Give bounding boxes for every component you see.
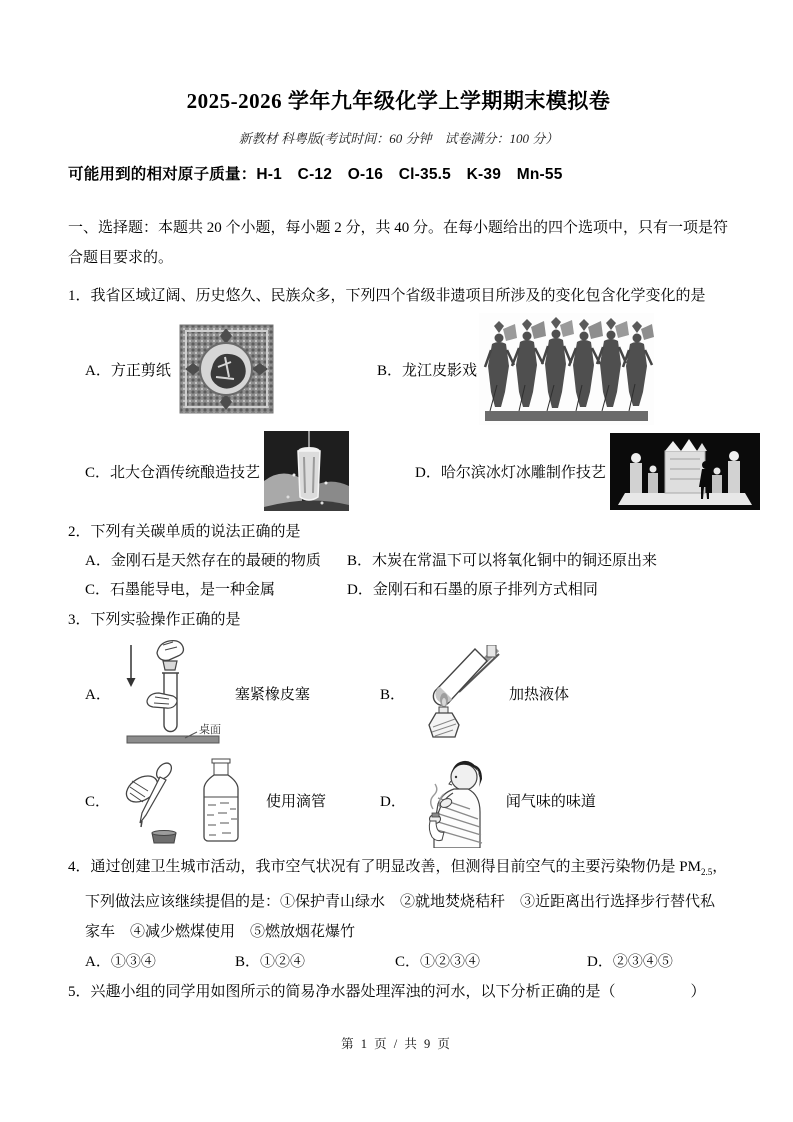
- q1-option-b: [377, 313, 654, 425]
- q1-option-b-label: B．龙江皮影戏: [377, 362, 478, 379]
- stopper-test-tube-figure: [111, 637, 229, 749]
- q3-option-b-label: B．: [380, 686, 406, 703]
- q1-option-c-label: C．北大仓酒传统酿造技艺: [85, 464, 261, 481]
- q3-options-row1: [85, 637, 729, 749]
- smelling-odor-figure: [408, 753, 496, 848]
- q2-options-row1: [85, 547, 729, 576]
- q2-options-row2: [85, 576, 729, 605]
- q4-stem-part2: ，下列做法应该继续提倡的是：①保护青山绿水 ②就地焚烧秸秆 ③近距离出行选择步行替代私家车 ④减少燃煤使用 ⑤燃放烟花爆竹: [85, 859, 728, 940]
- q3-option-a-caption: 塞紧橡皮塞: [234, 686, 310, 703]
- exam-subtitle: 新教材 科粤版(考试时间：60 分钟 试卷满分：100 分）: [238, 131, 559, 146]
- q4-option-b: B．①②④: [235, 954, 306, 970]
- q3-option-d-label: D．: [380, 794, 406, 810]
- q3-option-a-label: A．: [85, 686, 111, 703]
- ice-sculpture-image: [610, 433, 760, 510]
- q5-stem: 5．兴趣小组的同学用如图所示的简易净水器处理浑浊的河水，以下分析正确的是（ ）: [68, 984, 706, 1000]
- q4-options-row: [85, 947, 729, 977]
- q4-stem: [68, 852, 729, 947]
- q2-option-d: D．金刚石和石墨的原子排列方式相同: [347, 582, 598, 598]
- wine-glass-image: [264, 431, 349, 511]
- q1-option-d: [415, 433, 760, 510]
- q4-stem-part1: 4．通过创建卫生城市活动，我市空气状况有了明显改善，但测得目前空气的主要污染物仍是 PM: [68, 859, 701, 875]
- q1-option-a-label: A．方正剪纸: [85, 362, 171, 379]
- q1-stem: 1．我省区域辽阔、历史悠久、民族众多，下列四个省级非遗项目所涉及的变化包含化学变化的是: [68, 288, 706, 304]
- q4-option-d: D．②③④⑤: [587, 954, 673, 970]
- q4-pm-subscript: 2.5: [700, 867, 713, 877]
- q4-option-a: A．①③④: [85, 954, 156, 970]
- q4-option-c: C．①②③④: [395, 954, 481, 970]
- q1-option-a: [85, 324, 377, 414]
- q2-option-b: B．木炭在常温下可以将氧化铜中的铜还原出来: [347, 553, 658, 569]
- q3-option-a: [85, 637, 380, 749]
- q3a-figure-note: 桌面: [198, 724, 221, 736]
- q3-option-b-caption: 加热液体: [509, 686, 570, 703]
- heating-liquid-figure: [407, 645, 503, 741]
- q2-option-a: A．金刚石是天然存在的最硬的物质: [85, 553, 321, 569]
- q2-option-c: C．石墨能导电，是一种金属: [85, 582, 276, 598]
- q1-options-row2: [85, 431, 729, 511]
- q3-option-b: [380, 645, 569, 741]
- q3-option-d: [380, 753, 596, 848]
- q3-option-c-caption: 使用滴管: [266, 794, 327, 810]
- q1-options-row1: [85, 313, 729, 425]
- q1-option-c: [85, 431, 415, 511]
- exam-title: 2025-2026 学年九年级化学上学期期末模拟卷: [186, 89, 611, 113]
- q3-stem: 3．下列实验操作正确的是: [68, 612, 241, 628]
- shadow-puppet-image: [479, 313, 654, 425]
- q3-option-c: [85, 755, 380, 847]
- page-number-footer: 第 1 页 / 共 9 页: [341, 1037, 452, 1051]
- q2-stem: 2．下列有关碳单质的说法正确的是: [68, 524, 301, 540]
- atomic-mass-note: 可能用到的相对原子质量：H-1 C-12 O-16 Cl-35.5 K-39 Mn-55: [68, 166, 563, 183]
- q3-option-d-caption: 闻气味的味道: [505, 794, 596, 810]
- q1-option-d-label: D．哈尔滨冰灯冰雕制作技艺: [415, 464, 606, 481]
- dropper-figure: [112, 755, 260, 847]
- papercut-image: [179, 324, 274, 414]
- q3-options-row2: [85, 753, 729, 848]
- section1-heading: 一、选择题：本题共 20 个小题，每小题 2 分，共 40 分。在每小题给出的四个选项中，只有一项是符合题目要求的。: [68, 220, 729, 266]
- q3-option-c-label: C．: [85, 794, 111, 810]
